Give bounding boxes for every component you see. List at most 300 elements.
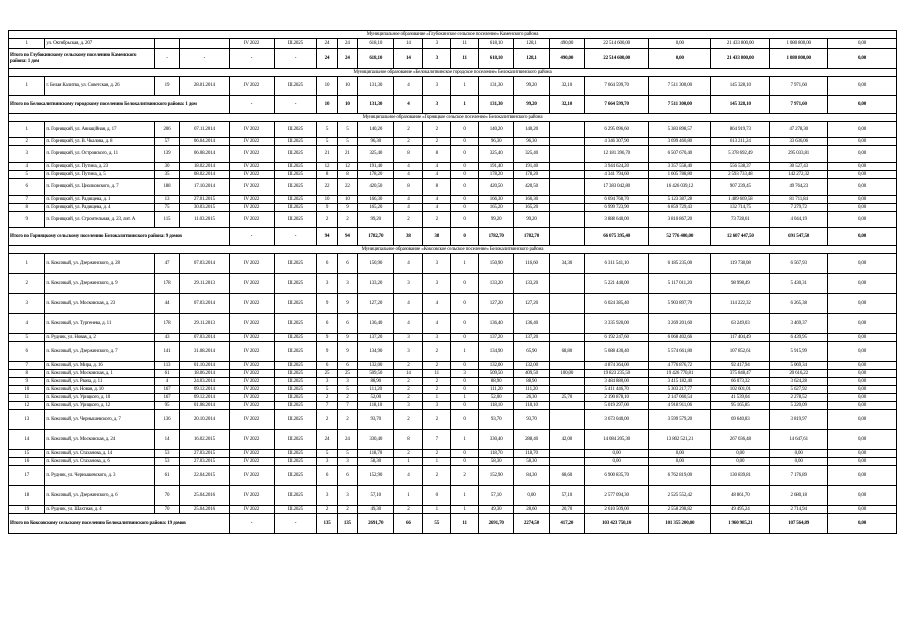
- table-cell: 5: [317, 138, 337, 146]
- table-row: [9, 394, 897, 402]
- address-cell: п. Рудник, ул. Чернышевского, д. 3: [45, 466, 154, 486]
- address-cell: п. Коксовый, ул. Дзержинского, д. 6: [45, 486, 154, 506]
- table-cell: 73 728,61: [711, 212, 770, 228]
- table-cell: 3 819,97: [770, 410, 828, 430]
- table-cell: 24.03.2014: [180, 378, 229, 386]
- table-cell: 2: [9, 274, 45, 294]
- table-cell: 141: [154, 342, 180, 362]
- table-cell: 21 433 800,00: [711, 39, 770, 49]
- table-cell: 5: [317, 122, 337, 138]
- total-cell: 10: [337, 96, 357, 114]
- table-cell: 34,30: [549, 254, 584, 274]
- table-cell: 15: [9, 450, 45, 458]
- table-cell: 47 278,30: [770, 122, 828, 138]
- table-cell: 57,10: [549, 486, 584, 506]
- table-cell: 0: [451, 314, 479, 334]
- table-cell: III.2025: [274, 342, 317, 362]
- table-cell: 1 605 788,80: [649, 171, 711, 179]
- table-cell: 509,50: [358, 370, 394, 378]
- table-cell: 26,30: [514, 394, 549, 402]
- table-row: [9, 486, 897, 506]
- total-cell: 1: [451, 96, 479, 114]
- table-cell: 613 211,24: [711, 138, 770, 146]
- table-cell: 178,20: [358, 171, 394, 179]
- table-cell: 4: [423, 171, 451, 179]
- table-cell: 131,30: [358, 77, 394, 96]
- table-cell: 2: [337, 394, 357, 402]
- table-cell: 3 415 182,40: [649, 378, 711, 386]
- table-cell: III.2025: [274, 410, 317, 430]
- table-cell: 6 859 729,43: [649, 204, 711, 212]
- table-cell: 6 068 402,66: [649, 334, 711, 342]
- table-cell: 3: [9, 294, 45, 314]
- table-cell: 128,1: [514, 39, 549, 49]
- total-cell: 0,00: [649, 49, 711, 69]
- table-cell: 95: [154, 402, 180, 410]
- table-cell: 2 593 733,48: [711, 171, 770, 179]
- table-cell: IV 2022: [229, 458, 274, 466]
- table-cell: [549, 179, 584, 196]
- table-cell: 136,40: [358, 314, 394, 334]
- table-cell: III.2025: [274, 362, 317, 370]
- table-cell: 115: [154, 212, 180, 228]
- total-cell: 0,00: [828, 514, 897, 534]
- table-cell: 6: [317, 362, 337, 370]
- table-cell: 127,20: [514, 294, 549, 314]
- table-cell: 2: [317, 506, 337, 514]
- total-row: [9, 49, 897, 69]
- table-cell: 0,00: [828, 77, 897, 96]
- table-cell: 4: [394, 466, 423, 486]
- table-cell: 17: [9, 466, 45, 486]
- total-cell: 52 776 400,00: [649, 228, 711, 246]
- table-row: [9, 334, 897, 342]
- table-cell: 10: [9, 386, 45, 394]
- table-cell: 33 636,06: [770, 138, 828, 146]
- table-cell: 2: [394, 212, 423, 228]
- table-cell: 3: [394, 274, 423, 294]
- table-cell: 4: [423, 204, 451, 212]
- total-cell: 12 607 447,50: [711, 228, 770, 246]
- table-cell: 100,00: [549, 370, 584, 378]
- table-row: [9, 163, 897, 171]
- table-cell: 136,40: [514, 314, 549, 334]
- table-cell: 8: [423, 146, 451, 163]
- table-cell: [549, 334, 584, 342]
- table-cell: 5 411 446,70: [585, 386, 649, 394]
- table-cell: 3 673 040,00: [585, 410, 649, 430]
- table-cell: IV 2022: [229, 506, 274, 514]
- total-cell: -: [274, 228, 317, 246]
- table-cell: 41 539,04: [711, 394, 770, 402]
- table-cell: 0,00: [828, 39, 897, 49]
- total-cell: 66 075 395,40: [585, 228, 649, 246]
- table-cell: 4: [394, 204, 423, 212]
- table-cell: 178,20: [514, 171, 549, 179]
- total-cell: 490,00: [549, 49, 584, 69]
- table-cell: 0,00: [828, 122, 897, 138]
- table-cell: 5 378 692,49: [711, 146, 770, 163]
- table-cell: IV 2022: [229, 39, 274, 49]
- table-cell: 08.02.2014: [180, 171, 229, 179]
- table-cell: 133,20: [479, 274, 514, 294]
- table-row: [9, 39, 897, 49]
- table-cell: 2: [394, 362, 423, 370]
- table-cell: 0: [451, 402, 479, 410]
- table-cell: 35: [154, 171, 180, 179]
- table-row: [9, 179, 897, 196]
- table-cell: [154, 39, 180, 49]
- table-cell: 2: [394, 450, 423, 458]
- table-cell: III.2025: [274, 334, 317, 342]
- table-cell: 3 269 201,60: [649, 314, 711, 334]
- table-cell: 167: [154, 394, 180, 402]
- table-cell: 11: [9, 394, 45, 402]
- table-cell: 48 861,70: [711, 486, 770, 506]
- table-cell: 30: [154, 163, 180, 171]
- address-cell: п. Коксовый, ул. Мира, д. 16: [45, 362, 154, 370]
- total-cell: 1 960 985,21: [711, 514, 770, 534]
- table-cell: 65,90: [514, 342, 549, 362]
- table-cell: 178,20: [479, 171, 514, 179]
- table-cell: 6 999 723,90: [585, 204, 649, 212]
- table-cell: 3: [394, 402, 423, 410]
- table-cell: 27.03.2015: [180, 458, 229, 466]
- table-cell: III.2025: [274, 294, 317, 314]
- table-cell: 2 577 094,30: [585, 486, 649, 506]
- table-cell: 0,00: [828, 171, 897, 179]
- table-cell: [549, 378, 584, 386]
- table-cell: 25.04.2016: [180, 506, 229, 514]
- table-cell: 7 664 599,70: [585, 77, 649, 96]
- table-cell: 420,50: [358, 179, 394, 196]
- table-cell: 99,20: [514, 212, 549, 228]
- table-cell: 81 711,84: [770, 196, 828, 204]
- table-cell: 0: [451, 212, 479, 228]
- table-cell: 5 627,92: [770, 386, 828, 394]
- table-cell: 6 192 247,60: [585, 334, 649, 342]
- table-cell: 28.01.2014: [180, 77, 229, 96]
- table-cell: 111,20: [358, 386, 394, 394]
- total-cell: 10: [317, 96, 337, 114]
- table-cell: 0: [451, 146, 479, 163]
- table-cell: 07.03.2014: [180, 294, 229, 314]
- table-cell: 8: [394, 179, 423, 196]
- address-cell: п. Горняцкий, ул. Радищева, д. 1: [45, 196, 154, 204]
- table-cell: 88,90: [514, 378, 549, 386]
- total-cell: 417,20: [549, 514, 584, 534]
- table-cell: 118,70: [479, 450, 514, 458]
- table-row: [9, 506, 897, 514]
- table-cell: 2: [394, 378, 423, 386]
- total-cell: 0: [451, 228, 479, 246]
- table-cell: [549, 146, 584, 163]
- table-cell: 3: [423, 254, 451, 274]
- table-cell: 2: [337, 212, 357, 228]
- table-cell: 0,00: [828, 410, 897, 430]
- table-cell: 06.08.2014: [180, 146, 229, 163]
- table-cell: 11: [451, 39, 479, 49]
- table-cell: 13 802 521,21: [649, 430, 711, 450]
- table-cell: 93,70: [358, 410, 394, 430]
- table-cell: 114 222,32: [711, 294, 770, 314]
- table-cell: 4: [9, 314, 45, 334]
- table-cell: 118,10: [358, 402, 394, 410]
- table-cell: 0,00: [770, 458, 828, 466]
- table-row: [9, 342, 897, 362]
- total-cell: -: [274, 49, 317, 69]
- table-cell: 4: [423, 196, 451, 204]
- table-cell: 6 265,38: [770, 294, 828, 314]
- table-cell: 0: [451, 274, 479, 294]
- table-cell: 130 839,81: [711, 466, 770, 486]
- table-cell: 57: [154, 138, 180, 146]
- table-cell: 0,00: [828, 204, 897, 212]
- table-cell: 70: [154, 506, 180, 514]
- table-cell: III.2025: [274, 122, 317, 138]
- table-row: [9, 370, 897, 378]
- address-cell: п. Коксовый, ул. Чернышевского, д. 7: [45, 410, 154, 430]
- table-cell: IV 2022: [229, 362, 274, 370]
- table-cell: 2: [423, 138, 451, 146]
- table-cell: 5 383 898,57: [649, 122, 711, 138]
- total-cell: 0,00: [828, 49, 897, 69]
- address-cell: п. Рудник, ул. Новая, д. 2: [45, 334, 154, 342]
- table-cell: 1: [423, 394, 451, 402]
- table-cell: 16 426 039,12: [649, 179, 711, 196]
- table-cell: 7: [9, 362, 45, 370]
- table-cell: IV 2022: [229, 450, 274, 458]
- table-cell: 8: [9, 370, 45, 378]
- table-cell: 27.01.2015: [180, 196, 229, 204]
- table-cell: 1 080 800,00: [770, 39, 828, 49]
- table-cell: 0: [451, 171, 479, 179]
- table-cell: 4 874 364,00: [585, 362, 649, 370]
- table-row: [9, 274, 897, 294]
- table-cell: 7 176,89: [770, 466, 828, 486]
- total-cell: -: [274, 514, 317, 534]
- table-cell: IV 2022: [229, 146, 274, 163]
- total-label: Итого по Глубокинскому сельскому поселению Каменского района: 1 дом: [9, 49, 155, 69]
- table-cell: 6 762 819,00: [649, 466, 711, 486]
- table-cell: 3 888 640,00: [585, 212, 649, 228]
- table-cell: 3: [337, 486, 357, 506]
- table-cell: III.2025: [274, 163, 317, 171]
- table-cell: 99,20: [358, 212, 394, 228]
- total-cell: 0,00: [828, 228, 897, 246]
- section-header-row: [9, 69, 897, 77]
- table-cell: 1: [9, 77, 45, 96]
- table-cell: 4 776 876,72: [649, 362, 711, 370]
- table-cell: 8: [317, 171, 337, 179]
- table-cell: III.2025: [274, 39, 317, 49]
- table-cell: 6 694 768,70: [585, 196, 649, 204]
- table-cell: 25,70: [549, 394, 584, 402]
- table-cell: IV 2022: [229, 274, 274, 294]
- table-cell: 0,00: [828, 179, 897, 196]
- table-cell: 68,60: [549, 466, 584, 486]
- table-cell: 7: [9, 196, 45, 204]
- table-cell: 2: [423, 386, 451, 394]
- table-cell: 14: [394, 370, 423, 378]
- table-cell: 4 044,19: [770, 212, 828, 228]
- table-cell: 6 439,95: [770, 334, 828, 342]
- table-cell: 68,80: [549, 342, 584, 362]
- table-cell: 165,20: [514, 204, 549, 212]
- table-cell: III.2025: [274, 254, 317, 274]
- table-row: [9, 254, 897, 274]
- table-cell: 14 647,61: [770, 430, 828, 450]
- table-cell: 14: [394, 39, 423, 49]
- table-cell: 5 069,34: [770, 362, 828, 370]
- total-cell: [549, 228, 584, 246]
- table-cell: III.2025: [274, 171, 317, 179]
- table-cell: 556 538,37: [711, 163, 770, 171]
- table-cell: 11.03.2015: [180, 212, 229, 228]
- table-row: [9, 212, 897, 228]
- table-cell: IV 2022: [229, 378, 274, 386]
- table-cell: 93,70: [479, 410, 514, 430]
- table-row: [9, 77, 897, 96]
- address-cell: п. Коксовый, ул. Рвача, д. 11: [45, 378, 154, 386]
- table-cell: 5 574 661,80: [649, 342, 711, 362]
- table-cell: 9: [317, 334, 337, 342]
- table-cell: 420,50: [479, 179, 514, 196]
- table-cell: 30 527,43: [770, 163, 828, 171]
- table-cell: IV 2022: [229, 314, 274, 334]
- table-cell: 2 190 878,10: [585, 394, 649, 402]
- table-cell: 4: [9, 163, 45, 171]
- total-cell: 66: [394, 514, 423, 534]
- total-cell: -: [229, 49, 274, 69]
- table-cell: 93,70: [514, 410, 549, 430]
- table-cell: 96,30: [358, 138, 394, 146]
- table-cell: 19 426 770,81: [649, 370, 711, 378]
- table-cell: 2: [394, 506, 423, 514]
- total-cell: -: [180, 49, 229, 69]
- table-cell: 22.04.2015: [180, 466, 229, 486]
- table-cell: 92 417,94: [711, 362, 770, 370]
- table-cell: 61: [154, 370, 180, 378]
- table-cell: 5 688 430,40: [585, 342, 649, 362]
- address-cell: п. Горняцкий, ул. Авиаційная, д. 17: [45, 122, 154, 138]
- table-cell: 84,30: [514, 466, 549, 486]
- table-cell: 0: [451, 410, 479, 430]
- table-row: [9, 378, 897, 386]
- table-cell: 2: [394, 394, 423, 402]
- table-cell: 57,10: [358, 486, 394, 506]
- table-cell: 1: [394, 458, 423, 466]
- table-cell: 0: [451, 294, 479, 314]
- table-cell: 0: [451, 138, 479, 146]
- table-cell: 188: [154, 179, 180, 196]
- table-cell: 5 117 011,20: [649, 274, 711, 294]
- table-cell: 6: [317, 314, 337, 334]
- table-cell: 0: [451, 458, 479, 466]
- total-cell: 14: [394, 49, 423, 69]
- table-cell: III.2025: [274, 402, 317, 410]
- table-cell: 131,30: [479, 77, 514, 96]
- table-cell: 3: [451, 370, 479, 378]
- table-cell: 325,40: [358, 146, 394, 163]
- table-cell: 01.10.2014: [180, 362, 229, 370]
- address-cell: п. Коксовый, ул. Дзержинского, д. 7: [45, 342, 154, 362]
- table-cell: III.2025: [274, 314, 317, 334]
- table-cell: 6: [9, 342, 45, 362]
- table-cell: 1 489 669,58: [711, 196, 770, 204]
- table-cell: 0,00: [828, 342, 897, 362]
- address-cell: п. Коксовый, ул. Тургенева, д. 11: [45, 314, 154, 334]
- table-cell: 57,10: [479, 486, 514, 506]
- table-cell: 152,90: [479, 466, 514, 486]
- table-cell: IV 2022: [229, 204, 274, 212]
- table-cell: III.2025: [274, 77, 317, 96]
- section-title: Муниципальное образование «Белокалитвинское городское поселение» Белокалитвинского района: [9, 69, 897, 77]
- table-cell: 140,20: [514, 122, 549, 138]
- table-cell: 1: [9, 254, 45, 274]
- table-cell: 0,00: [828, 378, 897, 386]
- table-cell: 0,00: [711, 458, 770, 466]
- table-cell: IV 2022: [229, 163, 274, 171]
- table-cell: 5: [317, 386, 337, 394]
- table-cell: 0,00: [649, 458, 711, 466]
- table-cell: 0,00: [828, 146, 897, 163]
- table-cell: IV 2022: [229, 122, 274, 138]
- table-cell: 47: [154, 254, 180, 274]
- table-cell: 10: [317, 77, 337, 96]
- table-cell: 0,00: [649, 39, 711, 49]
- table-cell: 30.03.2015: [180, 204, 229, 212]
- housing-table: [8, 30, 897, 534]
- table-cell: 22: [317, 179, 337, 196]
- table-cell: [549, 204, 584, 212]
- table-cell: 132,00: [358, 362, 394, 370]
- section-title: Муниципальное образование «Коксовское сельское поселение» Белокалитвинского района: [9, 246, 897, 254]
- address-cell: п. Горняцкий, ул. Путина, д. 5: [45, 171, 154, 179]
- table-row: [9, 362, 897, 370]
- total-cell: 128,1: [514, 49, 549, 69]
- section-header-row: [9, 246, 897, 254]
- table-cell: IV 2022: [229, 171, 274, 179]
- table-cell: 88,90: [479, 378, 514, 386]
- total-cell: 55: [423, 514, 451, 534]
- address-cell: п. Горняцкий, ул. Островского, д. 11: [45, 146, 154, 163]
- table-cell: 111,20: [479, 386, 514, 394]
- table-cell: III.2025: [274, 466, 317, 486]
- total-label: Итого по Белокалитвинскому городскому поселению Белокалитвинского района: 1 дом: [9, 96, 230, 114]
- table-cell: 4: [423, 294, 451, 314]
- table-cell: III.2025: [274, 386, 317, 394]
- table-row: [9, 138, 897, 146]
- total-cell: 2691,70: [358, 514, 394, 534]
- table-cell: 19: [9, 506, 45, 514]
- table-cell: 8: [394, 430, 423, 450]
- total-cell: 2274,50: [514, 514, 549, 534]
- table-cell: 6 900 835,70: [585, 466, 649, 486]
- address-cell: г. Белая Калитва, ул. Советская, д. 26: [45, 77, 154, 96]
- table-cell: 3: [317, 458, 337, 466]
- table-cell: 09.12.2014: [180, 394, 229, 402]
- table-cell: 3: [337, 378, 357, 386]
- table-cell: 24: [337, 39, 357, 49]
- total-cell: 38: [394, 228, 423, 246]
- table-cell: 18.06.2014: [180, 370, 229, 378]
- table-cell: 118,70: [514, 450, 549, 458]
- address-cell: п. Коксовый, ул. Дзержинского, д. 28: [45, 254, 154, 274]
- table-cell: 0: [423, 486, 451, 506]
- total-cell: 94: [337, 228, 357, 246]
- table-cell: 4: [394, 163, 423, 171]
